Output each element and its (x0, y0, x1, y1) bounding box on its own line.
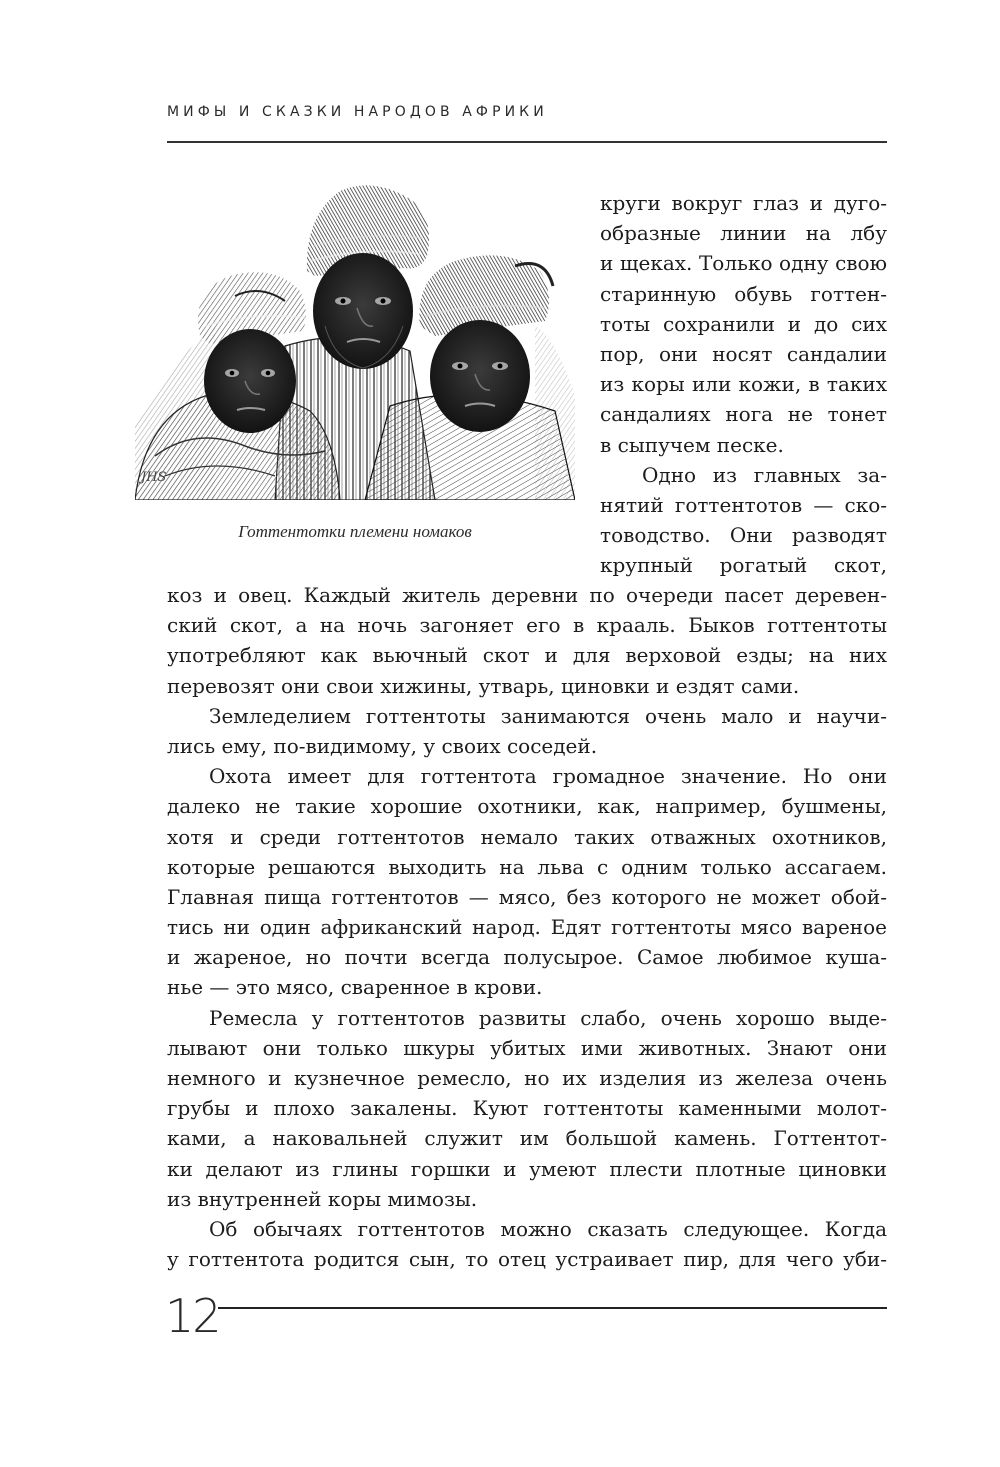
header-rule (167, 141, 887, 143)
text-line: крупный рогатый скот, (600, 553, 887, 578)
text-line: немного и кузнечное ремесло, но их изделия из железа очень (167, 1066, 887, 1090)
text-line: Земледелием готтентоты занимаются очень мало и научи- (209, 703, 887, 728)
text-line: Об обычаях готтентотов можно сказать следующее. Когда (209, 1216, 887, 1241)
text-line: пор, они носят сандалии (600, 341, 887, 366)
text-line: из коры или кожи, в таких (600, 372, 887, 397)
text-column-narrow (600, 188, 887, 580)
text-line: перевозят они свои хижины, утварь, циновки и ездят сами. (167, 673, 800, 698)
text-line: хотя и среди готтентотов немало таких отважных охотников, (167, 824, 887, 849)
figure-caption: Готтентотки племени номаков (238, 522, 472, 541)
text-line: ки делают из глины горшки и умеют плести плотные циновки (167, 1156, 887, 1181)
text-line: круги вокруг глаз и дуго- (600, 191, 887, 215)
text-line: лывают они только шкуры убитых ими животных. Знают они (167, 1035, 887, 1060)
running-head: МИФЫ И СКАЗКИ НАРОДОВ АФРИКИ (167, 104, 548, 120)
text-line: у готтентота родится сын, то отец устраивает пир, для чего уби- (167, 1247, 887, 1272)
text-line: нятий готтентотов — ско- (600, 492, 887, 517)
text-line: тоты сохранили и до сих (600, 311, 887, 336)
text-line: из внутренней коры мимозы. (167, 1186, 478, 1211)
text-line: в сыпучем песке. (600, 432, 784, 457)
text-line: ский скот, а на ночь загоняет его в крааль. Быков готтентоты (167, 613, 887, 638)
text-line: и щеках. Только одну свою (600, 251, 887, 276)
text-line: и жареное, но почти всегда полусырое. Самое любимое куша- (167, 945, 887, 970)
text-line: Главная пища готтентотов — мясо, без которого не может обой- (167, 884, 887, 909)
text-line: старинную обувь готтен- (600, 281, 887, 306)
text-line: грубы и плохо закалены. Куют готтентоты каменными молот- (167, 1096, 887, 1121)
text-line: коз и овец. Каждый житель деревни по очереди пасет деревен- (167, 583, 887, 607)
text-line: Одно из главных за- (642, 462, 887, 487)
footer-rule (218, 1307, 887, 1309)
text-line: нье — это мясо, сваренное в крови. (167, 975, 543, 1000)
text-line: которые решаются выходить на льва с одним только ассагаем. (167, 854, 887, 879)
text-line: Ремесла у готтентотов развиты слабо, очень хорошо выде- (209, 1005, 887, 1030)
text-line: далеко не такие хорошие охотники, как, например, бушмены, (167, 794, 887, 819)
page-number: 12 (165, 1289, 220, 1343)
text-line: употребляют как вьючный скот и для верховой езды; на них (167, 643, 887, 668)
engraving-illustration (135, 176, 575, 500)
text-line: ками, а наковальней служит им большой камень. Готтентот- (167, 1126, 887, 1151)
text-line: образные линии на лбу (600, 221, 887, 246)
text-line: Охота имеет для готтентота громадное значение. Но они (209, 764, 887, 789)
text-line: товодство. Они разводят (600, 523, 887, 548)
text-line: лись ему, по-видимому, у своих соседей. (167, 733, 598, 758)
text-line: тись ни один африканский народ. Едят готтентоты мясо вареное (167, 915, 887, 940)
text-column-full (167, 580, 887, 1274)
text-line: сандалиях нога не тонет (600, 402, 887, 427)
engraver-signature: JHS (141, 470, 167, 485)
